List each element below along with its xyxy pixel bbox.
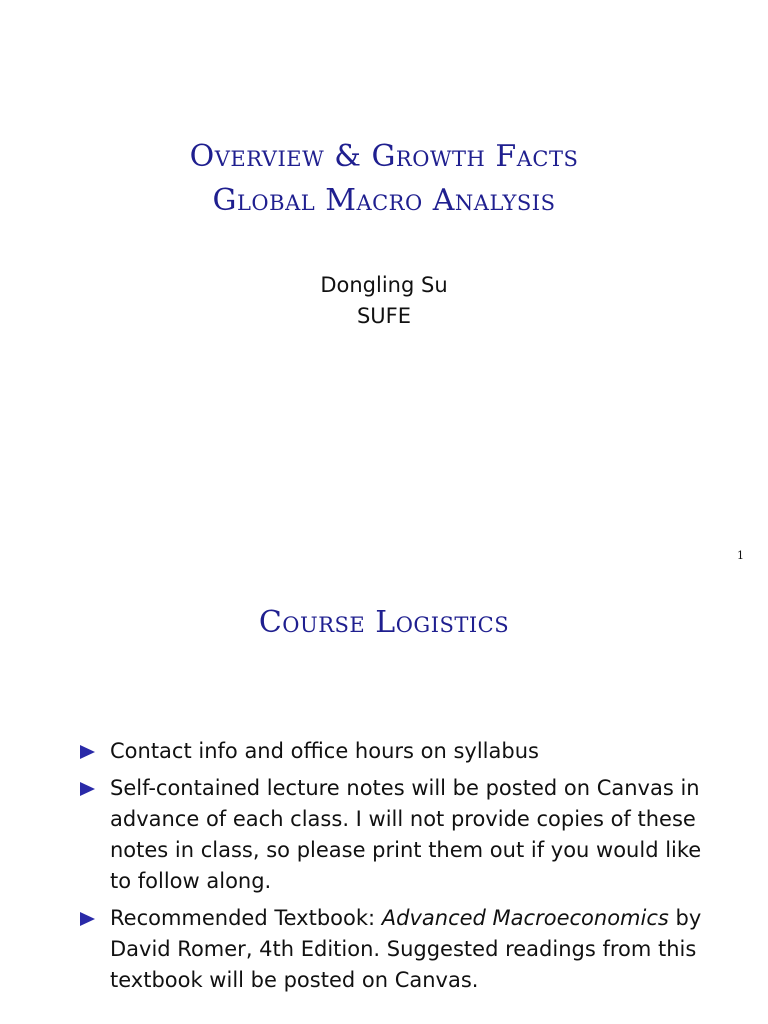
textbook-title: Advanced Macroeconomics xyxy=(381,906,669,930)
bullet-text: Self-contained lecture notes will be posted on Canvas in advance of each class. I will not provide copies of these notes in class, so please print them out if you would like to follow along. xyxy=(110,776,702,893)
presentation-subtitle: Global Macro Analysis xyxy=(212,183,556,218)
triangle-bullet-icon xyxy=(80,912,95,926)
author-name: Dongling Su xyxy=(320,273,448,297)
course-logistics-slide xyxy=(0,576,768,1024)
bullet-item xyxy=(78,903,718,996)
bullet-item xyxy=(78,773,718,897)
author-institution: SUFE xyxy=(356,304,412,328)
triangle-bullet-icon xyxy=(80,745,95,759)
bullet-item xyxy=(78,736,718,767)
bullet-text: Contact info and office hours on syllabus xyxy=(110,739,539,763)
bullet-list xyxy=(78,736,718,1002)
bullet-text-prefix: Recommended Textbook: xyxy=(110,906,382,930)
slide-title: Course Logistics xyxy=(258,605,510,640)
page-number: 1 xyxy=(737,549,744,562)
presentation-title: Overview & Growth Facts xyxy=(189,139,579,174)
triangle-bullet-icon xyxy=(80,782,95,796)
bullet-text-suffix: by David Romer, 4th Edition. Suggested readings from this textbook will be posted on Canvas. xyxy=(110,906,702,992)
